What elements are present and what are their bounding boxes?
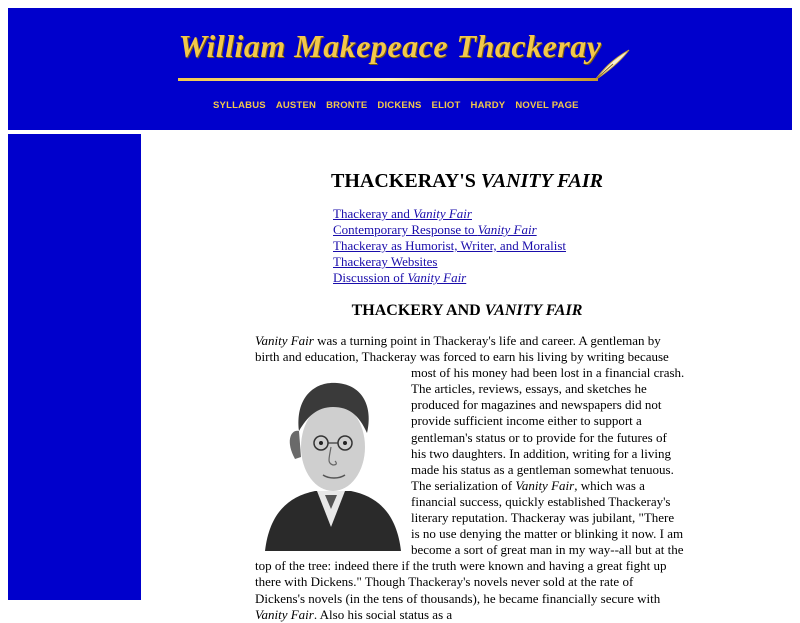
toc-link-discussion[interactable]: Discussion of Vanity Fair [333,270,467,285]
nav-hardy[interactable]: HARDY [470,100,506,111]
nav-bronte[interactable]: BRONTE [326,100,368,111]
article-body [255,333,685,623]
page-title: THACKERAY'S VANITY FAIR [331,170,603,192]
toc-link-thackeray-and-vanity-fair[interactable]: Thackeray and Vanity Fair [333,206,472,221]
nav-syllabus[interactable]: SYLLABUS [213,100,266,111]
toc-link-websites[interactable]: Thackeray Websites [333,254,438,269]
left-sidebar-bar [8,134,141,600]
nav-dickens[interactable]: DICKENS [377,100,422,111]
thackeray-portrait-image [255,367,407,551]
quill-pen-icon [593,46,633,82]
site-title-logo[interactable]: William Makepeace Thackeray [178,28,602,64]
toc-link-humorist-writer-moralist[interactable]: Thackeray as Humorist, Writer, and Moralist [333,238,567,253]
nav-austen[interactable]: AUSTEN [275,100,317,111]
section-heading: THACKERY AND VANITY FAIR [351,302,583,319]
top-nav [208,100,584,116]
article-paragraph: Vanity Fair was a turning point in Thackeray's life and career. A gentleman by birth and education, Thackeray was forced to earn his living by writing because most of his money had been lost in a financial crash. The articles, reviews, essays, and sketches he produced for magazines and newspapers did not provide sufficient income either to support a gentleman's status or to provide for the futures of his two daughters. In addition, writing for a living made his status as a gentleman somewhat tenuous. The serialization of Vanity Fair, which was a financial success, quickly established Thackeray's literary reputation. Thackeray was jubilant, "There is no use denying the matter or blinking it now. I am become a sort of great man in my way--all but at the top of the tree: indeed there if the truth were known and having a great fight up there with Dickens." Though Thackeray's novels never sold at the rate of Dickens's novels (in the tens of thousands), he became financially secure with Vanity Fair. Also his social status as a [255,333,685,622]
main-content [142,134,792,622]
toc-link-contemporary-response[interactable]: Contemporary Response to Vanity Fair [333,222,537,237]
table-of-contents [333,206,566,286]
site-header [8,8,792,130]
nav-novel-page[interactable]: NOVEL PAGE [515,100,579,111]
title-underline [178,78,598,81]
nav-eliot[interactable]: ELIOT [431,100,461,111]
